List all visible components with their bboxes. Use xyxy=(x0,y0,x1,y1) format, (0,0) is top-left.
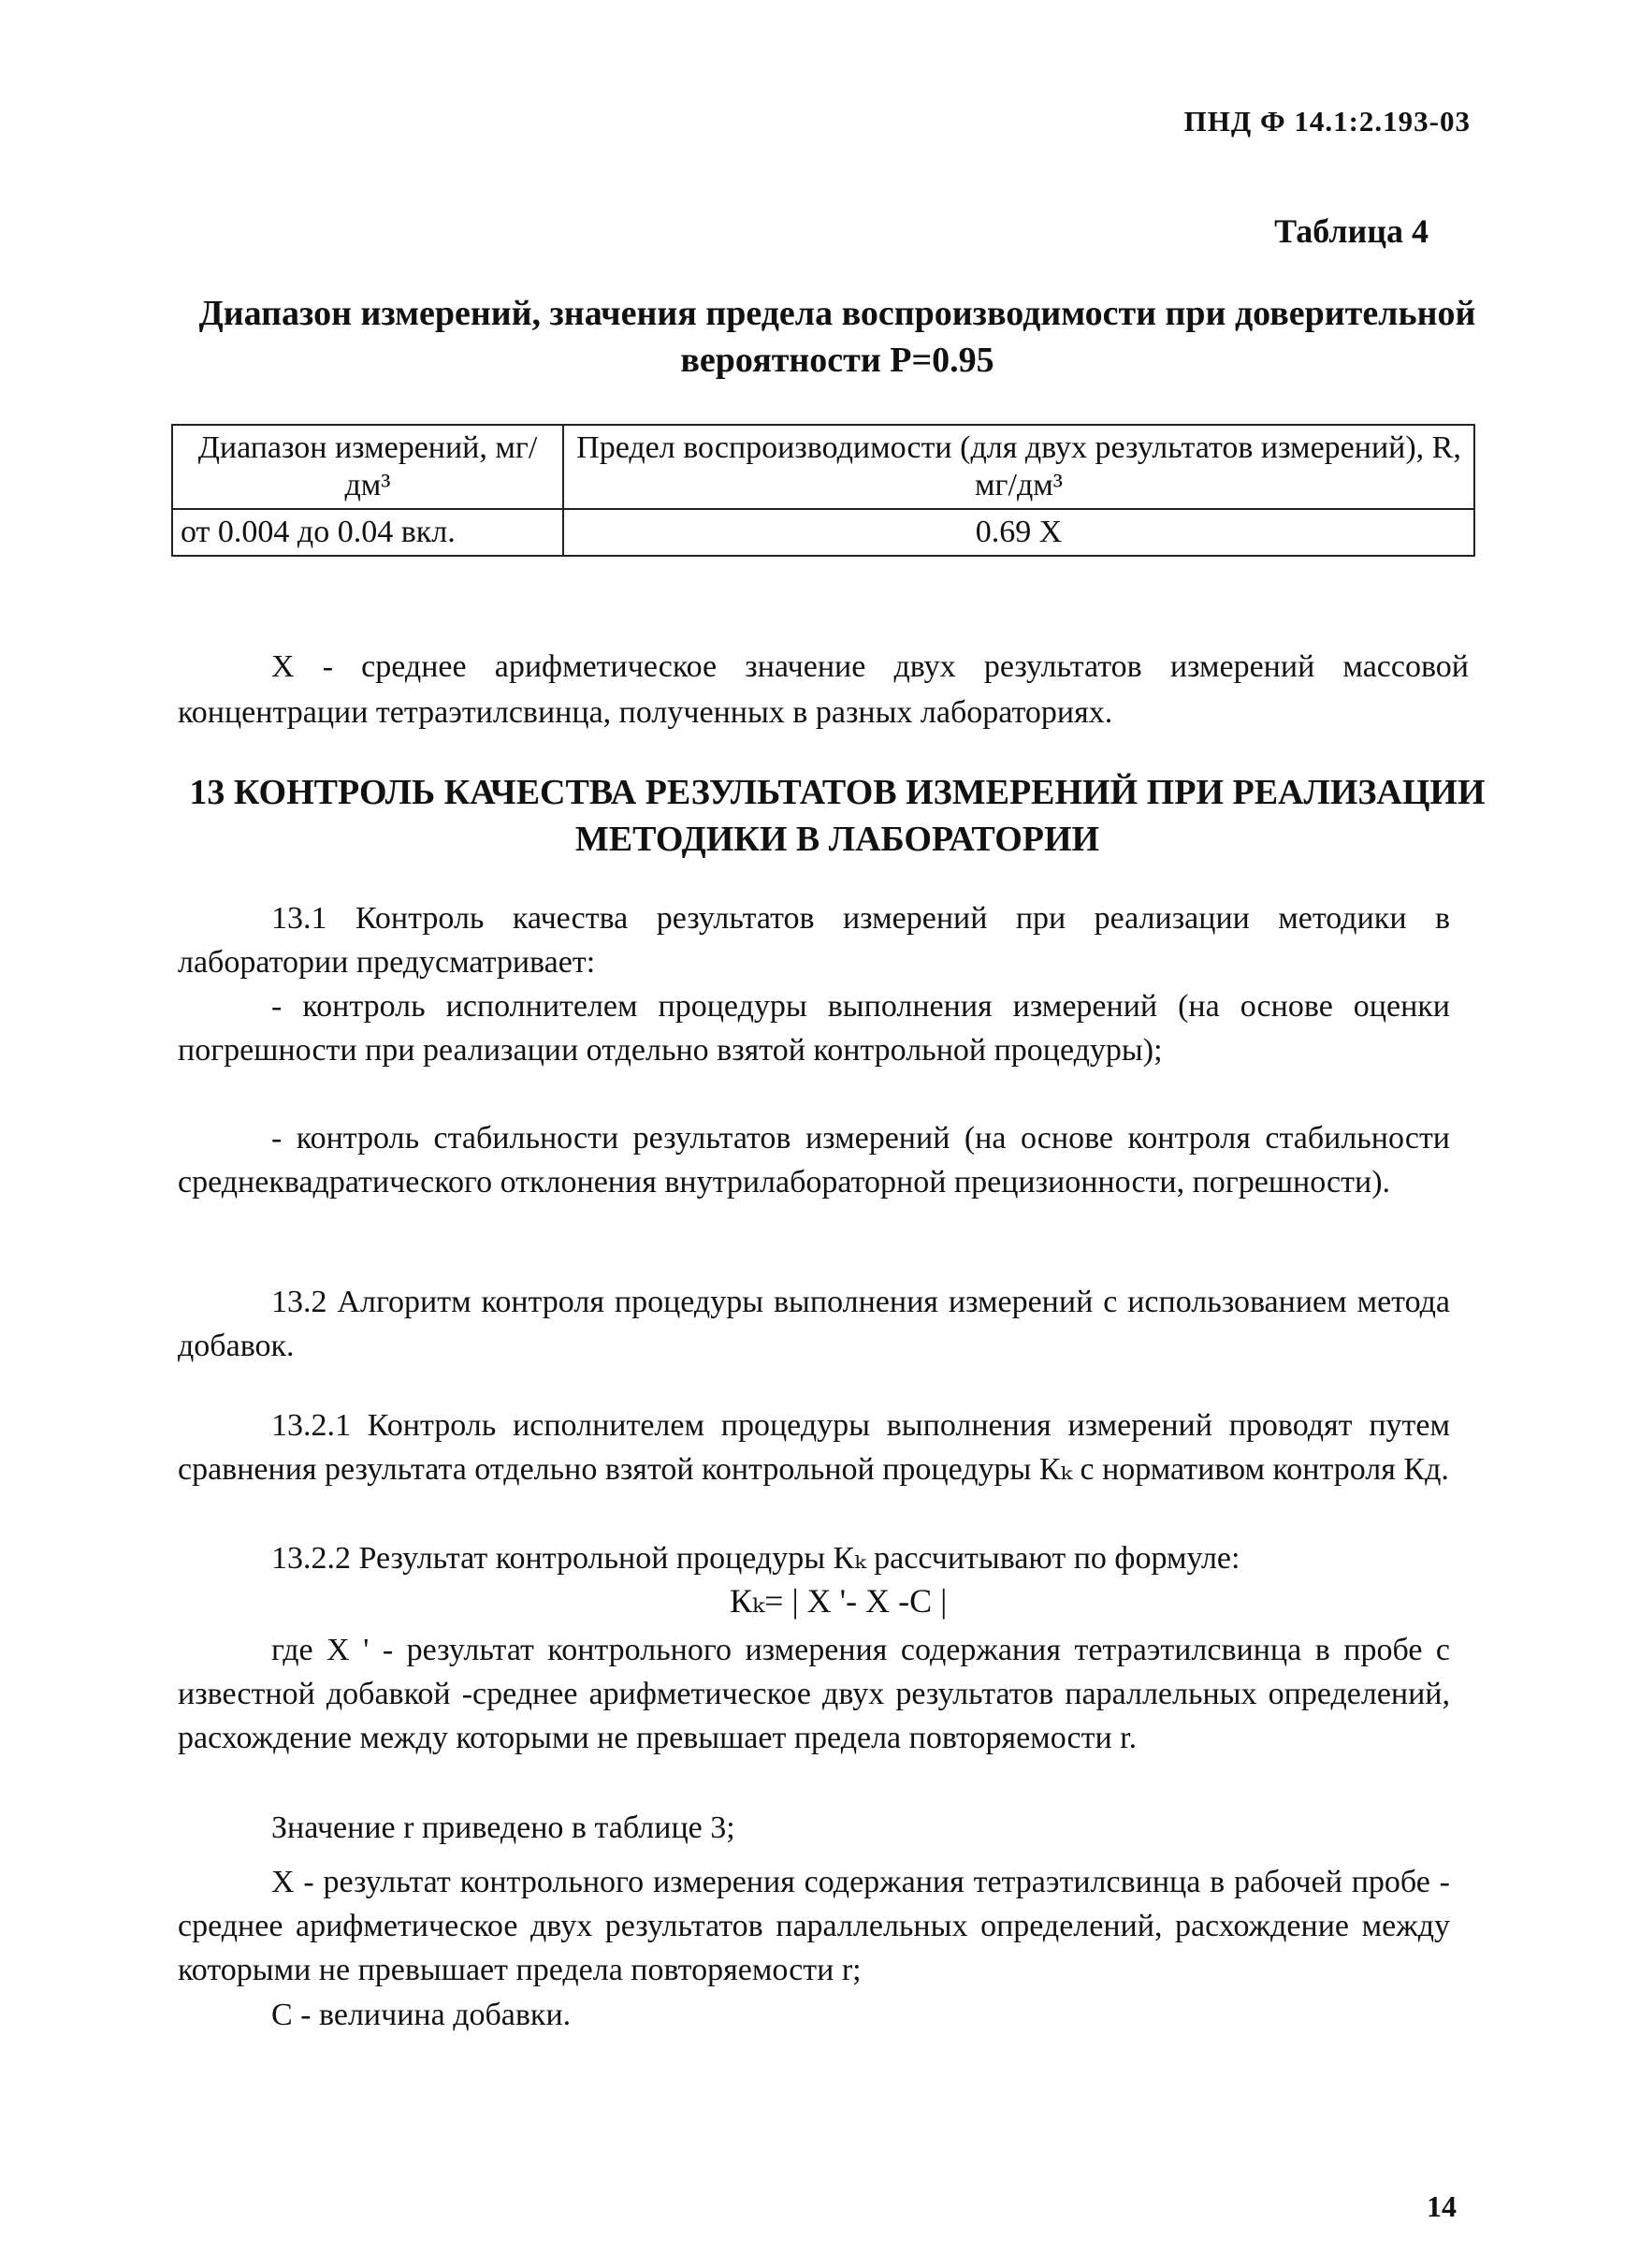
section-title: 13 КОНТРОЛЬ КАЧЕСТВА РЕЗУЛЬТАТОВ ИЗМЕРЕНИЙ ПРИ РЕАЛИЗАЦИИ МЕТОДИКИ В ЛАБОРАТОРИИ xyxy=(189,773,1486,859)
document-code: ПНД Ф 14.1:2.193-03 xyxy=(1183,105,1471,138)
reproducibility-table xyxy=(171,424,1475,557)
paragraph-13-2: 13.2 Алгоритм контроля процедуры выполнения измерений с использованием метода добавок. xyxy=(178,1285,1450,1363)
table-header-limit: Предел воспроизводимости (для двух результатов измерений), R, мг/дм³ xyxy=(563,425,1474,509)
definition-c: С - величина добавки. xyxy=(271,1998,572,2032)
table-note: X - среднее арифметическое значение двух результатов измерений массовой концентрации тетраэтилсвинца, полученных в разных лабораториях. xyxy=(178,649,1469,730)
table-row xyxy=(172,509,1474,556)
paragraph-13-1: 13.1 Контроль качества результатов измерений при реализации методики в лаборатории предусматривает: xyxy=(178,901,1450,980)
table-header-range: Диапазон измерений, мг/дм³ xyxy=(172,425,563,509)
definition-r: Значение r приведено в таблице 3; xyxy=(271,1810,735,1845)
page-number: 14 xyxy=(1427,2189,1457,2223)
paragraph-13-2-1: 13.2.1 Контроль исполнителем процедуры выполнения измерений проводят путем сравнения результата отдельно взятой контрольной процедуры Кₖ с нормативом контроля Кд. xyxy=(178,1408,1450,1487)
definition-x-prime: где X ' - результат контрольного измерения содержания тетраэтилсвинца в пробе с известной добавкой -среднее арифметическое двух результатов параллельных определений, расхождение между которыми не превышает предела повторяемости r. xyxy=(178,1633,1450,1755)
paragraph-bullet-1: - контроль исполнителем процедуры выполнения измерений (на основе оценки погрешности при реализации отдельно взятой контрольной процедуры); xyxy=(178,989,1450,1068)
paragraph-13-2-2: 13.2.2 Результат контрольной процедуры Кₖ рассчитывают по формуле: xyxy=(271,1541,1240,1576)
table-cell-range: от 0.004 до 0.04 вкл. xyxy=(172,509,563,556)
table-cell-limit xyxy=(563,509,1474,556)
paragraph-bullet-2: - контроль стабильности результатов измерений (на основе контроля стабильности среднеквадратического отклонения внутрилабораторной прецизионности, погрешности). xyxy=(178,1121,1450,1199)
definition-x: X - результат контрольного измерения содержания тетраэтилсвинца в рабочей пробе - среднее арифметическое двух результатов параллельных определений, расхождение между которыми не превышает предела повторяемости r; xyxy=(178,1865,1450,1987)
table-title: Диапазон измерений, значения предела воспроизводимости при доверительной вероятности Р=0.95 xyxy=(198,294,1476,380)
table-caption: Таблица 4 xyxy=(1274,212,1429,250)
table-header-row xyxy=(172,425,1474,509)
formula-kk: Кₖ= | X '- X -C | xyxy=(730,1582,948,1620)
limit-value: 0.69 X xyxy=(975,515,1063,549)
